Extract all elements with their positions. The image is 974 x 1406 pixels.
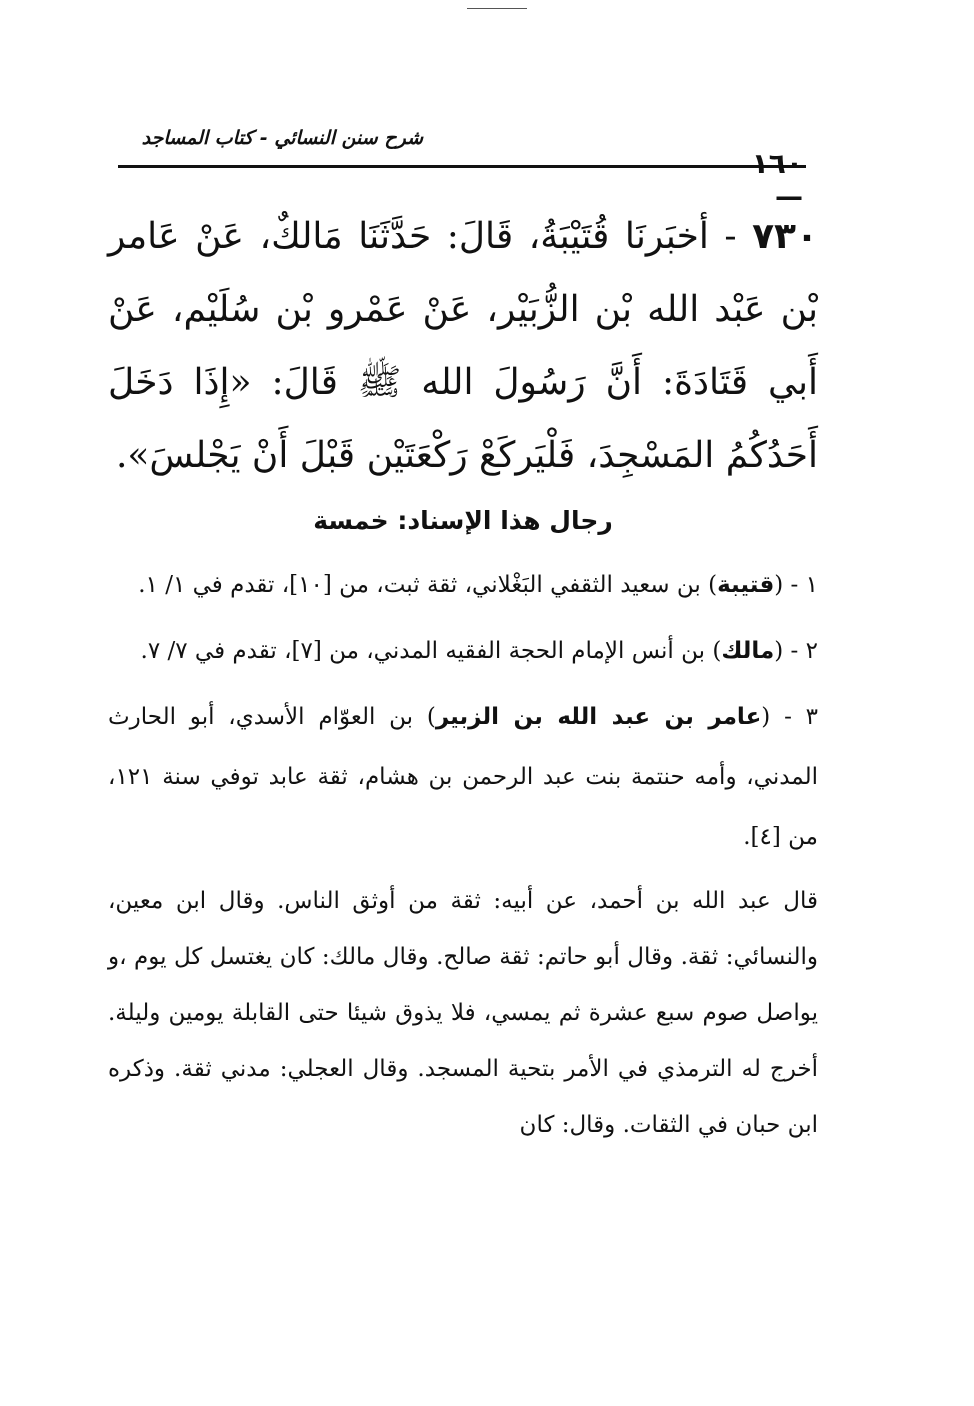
top-edge-mark <box>467 8 527 9</box>
narrator-prefix: ١ - ( <box>774 572 818 598</box>
narrator-details: ) بن سعيد الثقفي البَغْلاني، ثقة ثبت، من [١٠]، تقدم في ١/ ١. <box>138 572 718 598</box>
hadith-paragraph <box>108 200 818 492</box>
narrator-details: ) بن أنس الإمام الحجة الفقيه المدني، من [٧]، تقدم في ٧/ ٧. <box>140 638 722 664</box>
header-rule <box>118 165 806 168</box>
narrator-name: مالك <box>721 638 775 664</box>
page-content <box>108 200 818 1153</box>
page-header <box>118 125 818 213</box>
narrator-prefix: ٢ - ( <box>774 638 818 664</box>
narrator-name: قتيبة <box>717 572 775 598</box>
running-title: شرح سنن النسائي - كتاب المساجد <box>141 127 423 149</box>
hadith-number: ٧٣٠ <box>752 216 818 257</box>
narrator-name: عامر بن عبد الله بن الزبير <box>435 704 762 730</box>
section-title: رجال هذا الإسناد: خمسة <box>313 506 613 535</box>
page-number: ١٦٠ — <box>751 147 803 213</box>
narrator-item <box>108 555 818 615</box>
narrator-details: ) بن العوّام الأسدي، أبو الحارث المدني، وأمه حنتمة بنت عبد الرحمن بن هشام، ثقة عابد توفي سنة ١٢١، من [٤]. <box>108 704 818 850</box>
narrator-item <box>108 687 818 867</box>
narrator-prefix: ٣ - ( <box>761 704 818 730</box>
narrator-item <box>108 621 818 681</box>
commentary-paragraph: قال عبد الله بن أحمد، عن أبيه: ثقة من أوثق الناس. وقال ابن معين، والنسائي: ثقة. وقال أبو حاتم: ثقة صالح. وقال مالك: كان يغتسل كل يوم ،و يواصل صوم سبع عشرة ثم يمسي، فلا يذوق شيئا حتى القابلة يومين وليلة. أخرج له الترمذي في الأمر بتحية المسجد. وقال العجلي: مدني ثقة. وذكره ابن حبان في الثقات. وقال: كان <box>108 888 818 1138</box>
hadith-text: - أخبَرنَا قُتَيْبَةُ، قَالَ: حَدَّثَنَا مَالكٌ، عَنْ عَامر بْن عَبْد الله بْن الزُّبَيْر، عَنْ عَمْرو بْن سُلَيْم، عَنْ أَبي قَتَادَةَ: أَنَّ رَسُولَ الله ﷺ قَالَ: «إِذَا دَخَلَ أَحَدُكُمُ المَسْجِدَ، فَلْيَركَعْ رَكْعَتَيْن قَبْلَ أَنْ يَجْلسَ». <box>108 216 818 476</box>
